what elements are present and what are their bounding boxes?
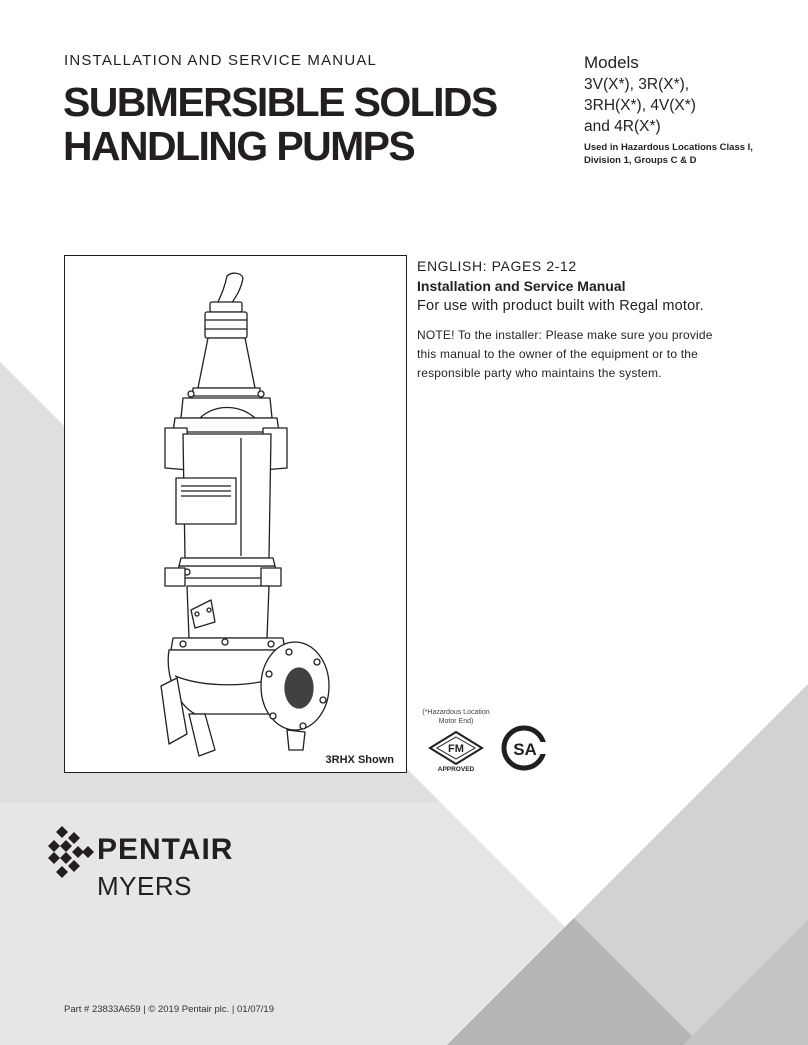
- figure-caption: 3RHX Shown: [325, 754, 394, 766]
- csa-logo: [500, 724, 548, 772]
- manual-title: Installation and Service Manual: [417, 278, 626, 294]
- title-line-2: HANDLING PUMPS: [63, 123, 415, 169]
- document-title: [63, 80, 523, 168]
- document-subtitle: INSTALLATION AND SERVICE MANUAL: [64, 52, 378, 69]
- fm-approved-text: APPROVED: [437, 766, 475, 772]
- hazard-motor-line-1: (*Hazardous Location: [422, 709, 490, 716]
- installer-note-line-2: this manual to the owner of the equipment or to the: [417, 347, 699, 361]
- models-list: [584, 74, 799, 137]
- sub-brand-name: MYERS: [97, 871, 192, 901]
- models-line-1: 3V(X*), 3R(X*),: [584, 76, 690, 93]
- footer-part-number: Part # 23833A659 | © 2019 Pentair plc. | 01/07/19: [64, 1004, 274, 1015]
- hazard-note-line-1: Used in Hazardous Locations Class I,: [584, 142, 753, 153]
- fm-text: FM: [448, 743, 464, 755]
- language-pages: ENGLISH: PAGES 2-12: [417, 258, 577, 274]
- hazard-note-line-2: Division 1, Groups C & D: [584, 155, 697, 166]
- fm-approved-logo: [426, 730, 486, 772]
- product-note: For use with product built with Regal motor.: [417, 298, 704, 314]
- hazardous-locations-note: [584, 141, 799, 167]
- models-block: [584, 52, 799, 167]
- pump-illustration: [65, 256, 406, 772]
- intro-block: [417, 256, 797, 383]
- pump-figure: [64, 255, 407, 773]
- installer-note-line-3: responsible party who maintains the system.: [417, 366, 662, 380]
- pentair-logo-icon: [48, 826, 94, 878]
- title-line-1: SUBMERSIBLE SOLIDS: [63, 79, 497, 125]
- installer-note-line-1: NOTE! To the installer: Please make sure you provide: [417, 328, 713, 342]
- hazardous-motor-note: [408, 708, 504, 726]
- hazard-motor-line-2: Motor End): [438, 718, 474, 725]
- brand-name: PENTAIR: [97, 833, 234, 866]
- models-line-3: and 4R(X*): [584, 118, 661, 135]
- models-label: Models: [584, 53, 639, 72]
- csa-text: SA: [513, 740, 537, 759]
- models-line-2: 3RH(X*), 4V(X*): [584, 97, 696, 114]
- installer-note: [417, 326, 797, 383]
